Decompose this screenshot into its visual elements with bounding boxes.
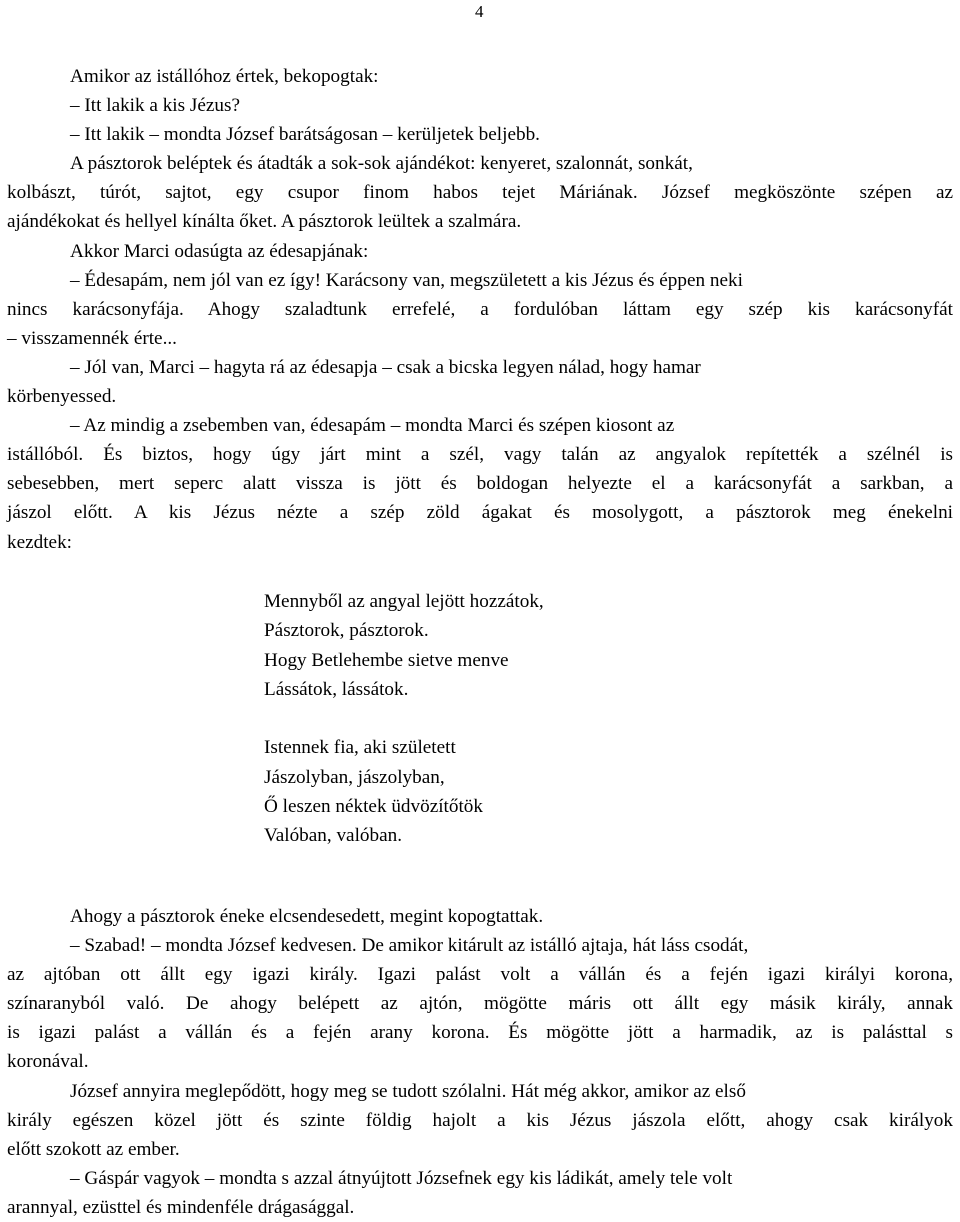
poem-line: Pásztorok, pásztorok.: [264, 620, 429, 642]
text-line: arannyal, ezüsttel és mindenféle drágasággal.: [7, 1196, 355, 1218]
text-line: király egészen közel jött és szinte földig hajolt a kis Jézus jászola előtt, ahogy csak királyok: [7, 1109, 953, 1131]
text-line: – Szabad! – mondta József kedvesen. De amikor kitárult az istálló ajtaja, hát láss csodát,: [70, 935, 749, 957]
text-line: – Jól van, Marci – hagyta rá az édesapja – csak a bicska legyen nálad, hogy hamar: [70, 356, 701, 378]
text-line: ajándékokat és hellyel kínálta őket. A pásztorok leültek a szalmára.: [7, 211, 522, 233]
poem-line: Hogy Betlehembe sietve menve: [264, 649, 509, 671]
poem: [264, 587, 544, 851]
text-line: is igazi palást a vállán és a fején arany korona. És mögötte jött a harmadik, az is palásttal s: [7, 1022, 953, 1044]
text-line: színaranyból való. De ahogy belépett az ajtón, mögötte máris ott állt egy másik király, annak: [7, 993, 953, 1015]
text-line: nincs karácsonyfája. Ahogy szaladtunk errefelé, a fordulóban láttam egy szép kis karácsonyfát: [7, 298, 953, 320]
poem-stanza-1: [264, 587, 544, 704]
text-line: – visszamennék érte...: [7, 327, 177, 349]
text-line: József annyira meglepődött, hogy meg se tudott szólalni. Hát még akkor, amikor az első: [70, 1080, 746, 1102]
story-text-bottom: [7, 902, 953, 1222]
poem-line: Lássátok, lássátok.: [264, 678, 409, 700]
text-line: sebesebben, mert seperc alatt vissza is jött és boldogan helyezte el a karácsonyfát a sarkban, a: [7, 473, 953, 495]
text-line: kezdtek:: [7, 531, 72, 553]
poem-line: Valóban, valóban.: [264, 825, 403, 847]
poem-line: Mennyből az angyal lejött hozzátok,: [264, 591, 544, 612]
text-line: jászol előtt. A kis Jézus nézte a szép zöld ágakat és mosolygott, a pásztorok meg énekelni: [7, 502, 953, 524]
text-line: koronával.: [7, 1051, 89, 1073]
text-line: előtt szokott az ember.: [7, 1138, 180, 1160]
text-line: – Az mindig a zsebemben van, édesapám – mondta Marci és szépen kiosont az: [70, 415, 675, 437]
story-text-top: [7, 62, 953, 557]
text-line: az ajtóban ott állt egy igazi király. Igazi palást volt a vállán és a fején igazi királyi korona,: [7, 964, 953, 986]
page-number: 4: [475, 2, 484, 21]
text-line: – Itt lakik a kis Jézus?: [70, 95, 240, 117]
poem-line: Istennek fia, aki született: [264, 737, 456, 759]
text-line: kolbászt, túrót, sajtot, egy csupor finom habos tejet Máriának. József megköszönte szépen az: [7, 182, 953, 204]
poem-line: Ő leszen néktek üdvözítőtök: [264, 796, 483, 818]
text-line: – Édesapám, nem jól van ez így! Karácsony van, megszületett a kis Jézus és éppen neki: [70, 269, 743, 291]
text-line: – Gáspár vagyok – mondta s azzal átnyújtott Józsefnek egy kis ládikát, amely tele volt: [70, 1167, 733, 1189]
text-line: Amikor az istállóhoz értek, bekopogtak:: [70, 66, 379, 87]
text-line: Ahogy a pásztorok éneke elcsendesedett, megint kopogtattak.: [70, 906, 544, 927]
text-line: – Itt lakik – mondta József barátságosan – kerüljetek beljebb.: [70, 124, 540, 146]
text-line: istállóból. És biztos, hogy úgy járt mint a szél, vagy talán az angyalok repítették a szélnél is: [7, 444, 953, 466]
text-line: A pásztorok beléptek és átadták a sok-sok ajándékot: kenyeret, szalonnát, sonkát,: [70, 153, 693, 175]
text-line: körbenyessed.: [7, 386, 117, 408]
poem-line: Jászolyban, jászolyban,: [264, 766, 445, 788]
poem-stanza-2: [264, 733, 544, 850]
text-line: Akkor Marci odasúgta az édesapjának:: [70, 240, 369, 262]
